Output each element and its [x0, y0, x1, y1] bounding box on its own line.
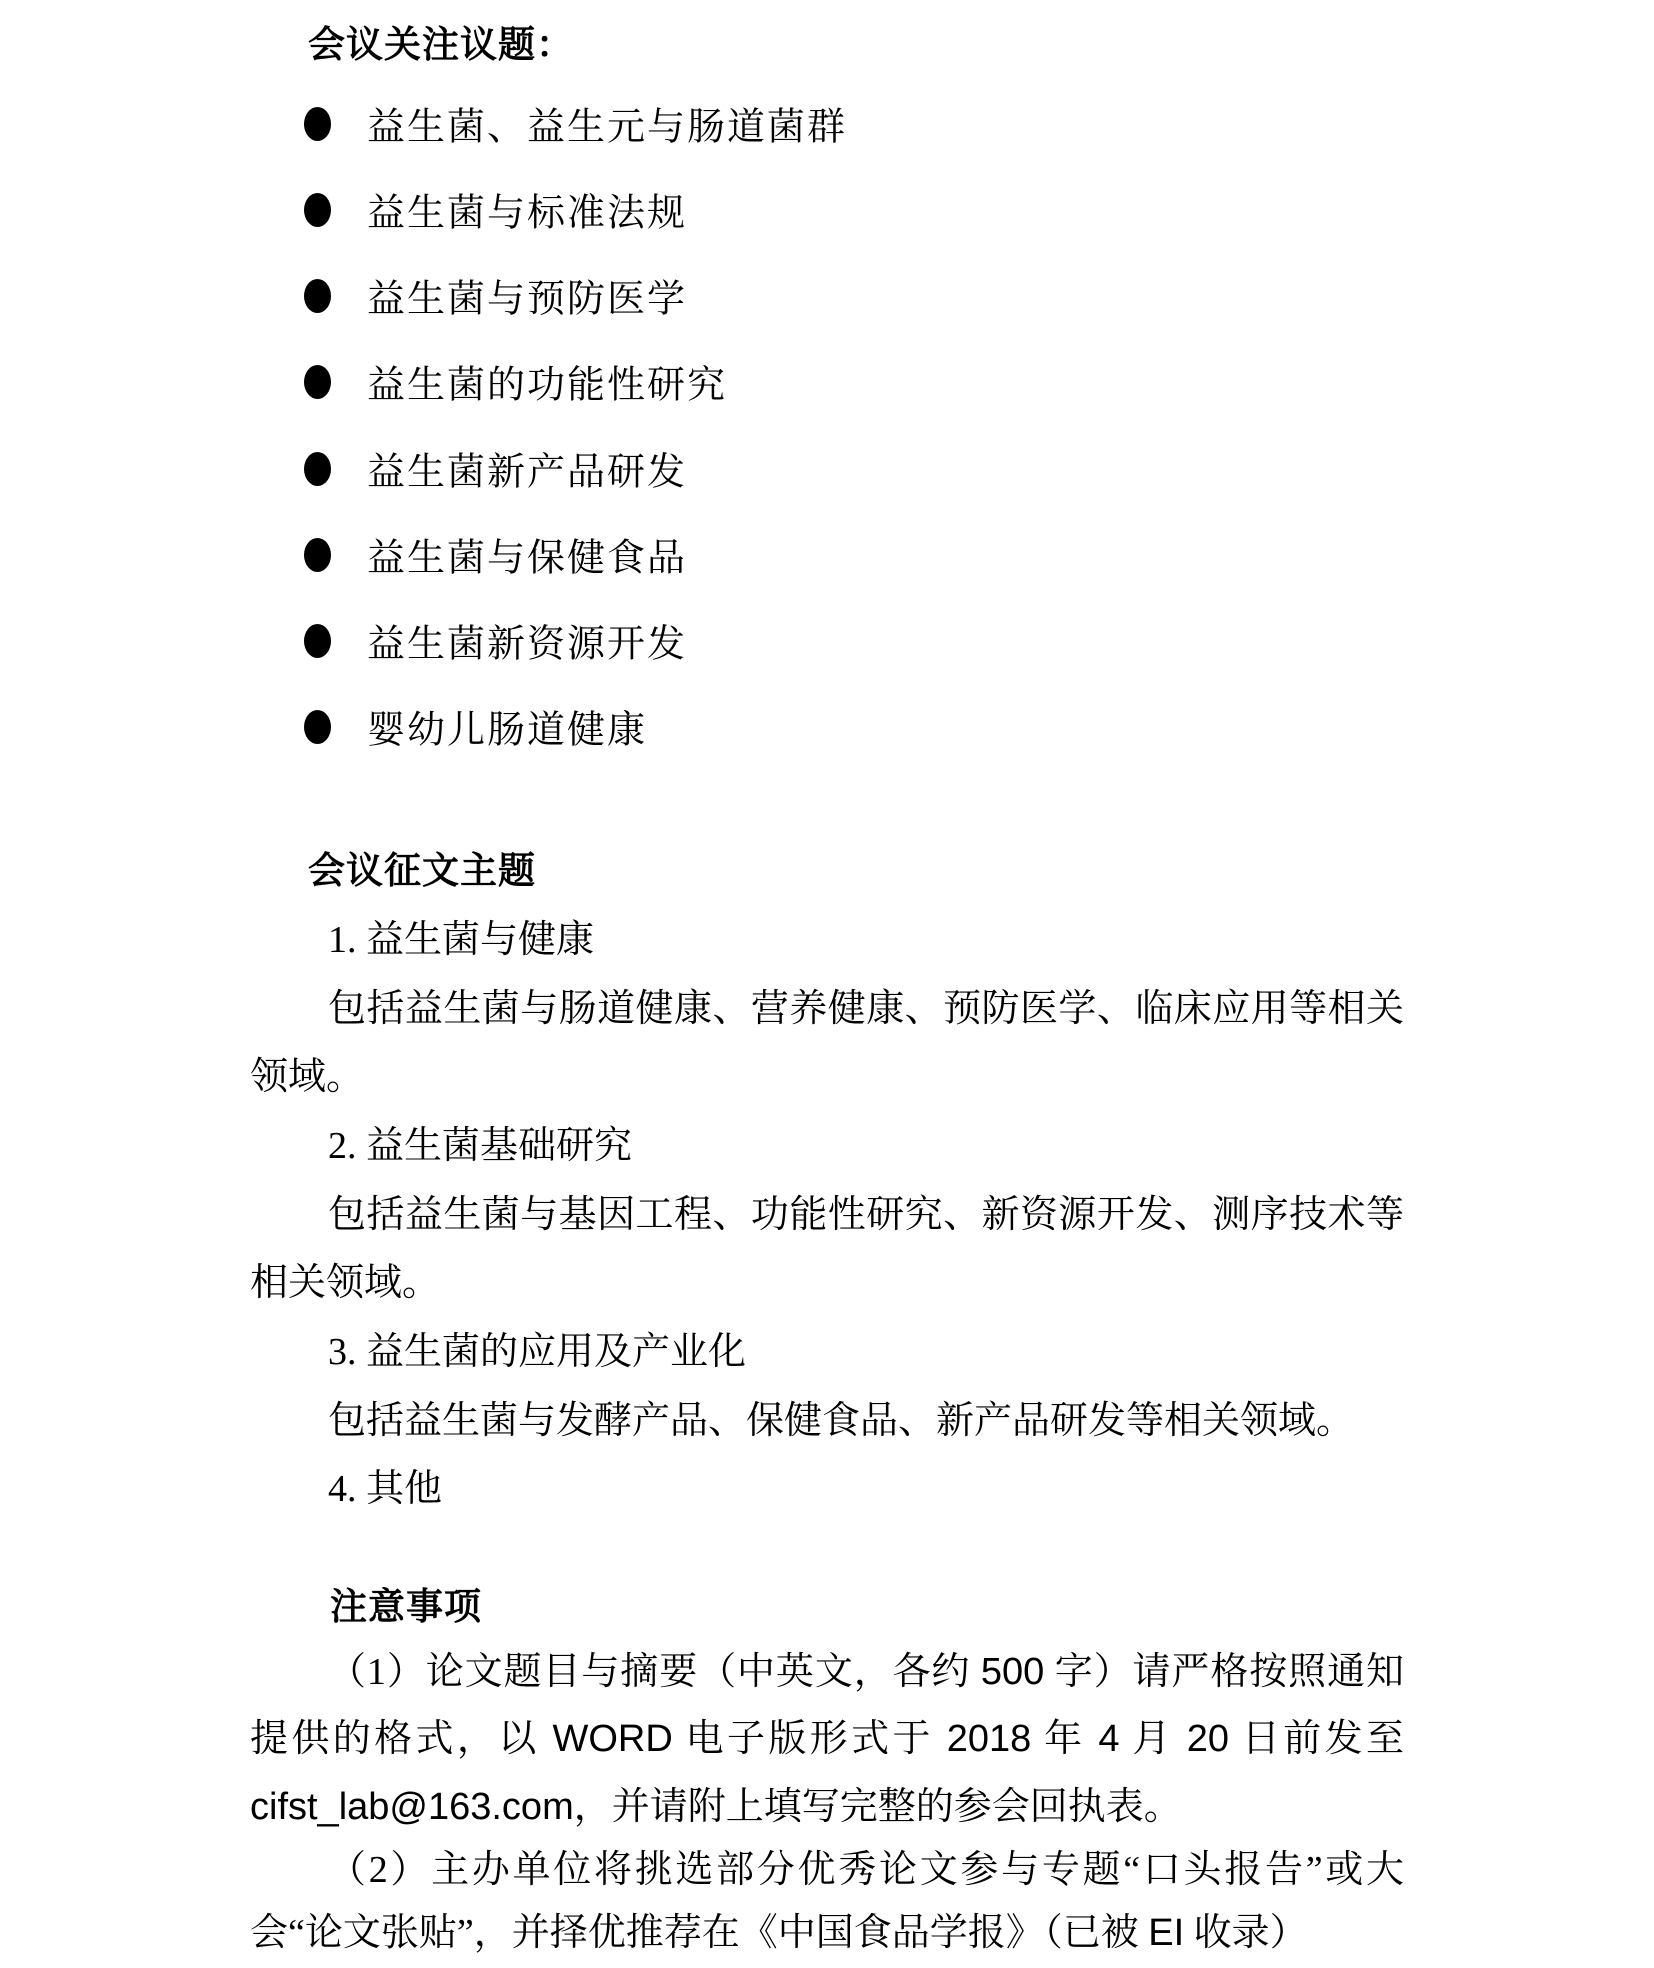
essay-topic-2-desc: 包括益生菌与基因工程、功能性研究、新资源开发、测序技术等 — [328, 1194, 1404, 1236]
topic-bullet-item — [304, 189, 687, 237]
bullet-icon — [304, 452, 331, 486]
essay-topic-1-desc: 包括益生菌与肠道健康、营养健康、预防医学、临床应用等相关 — [328, 988, 1404, 1030]
topic-bullet-item — [304, 620, 687, 668]
essay-topic-2-desc-cont: 相关领域。 — [250, 1262, 441, 1304]
topic-bullet-item — [304, 706, 647, 754]
essay-topic-3-title: 3. 益生菌的应用及产业化 — [328, 1331, 747, 1373]
bullet-icon — [304, 107, 331, 141]
topic-bullet-label: 益生菌新资源开发 — [367, 623, 688, 666]
topic-bullet-item — [304, 361, 727, 409]
topic-bullet-label: 益生菌与标准法规 — [367, 192, 688, 235]
essay-topic-1-title: 1. 益生菌与健康 — [328, 919, 595, 961]
topic-bullet-item — [304, 448, 687, 496]
section-heading-essay: 会议征文主题 — [308, 849, 536, 892]
notes-item-2-line-2: 会“论文张贴”，并择优推荐在《中国食品学报》（已被 EI 收录） — [250, 1912, 1308, 1954]
notes-item-2-line-1: （2）主办单位将挑选部分优秀论文参与专题“口头报告”或大 — [328, 1849, 1404, 1891]
essay-topic-3-desc: 包括益生菌与发酵产品、保健食品、新产品研发等相关领域。 — [328, 1400, 1355, 1442]
topic-bullet-item — [304, 534, 687, 582]
topic-bullet-item — [304, 275, 687, 323]
topic-bullet-label: 益生菌与预防医学 — [367, 278, 688, 321]
topic-bullet-label: 益生菌与保健食品 — [367, 537, 688, 580]
topic-bullet-label: 益生菌的功能性研究 — [367, 364, 728, 407]
topic-bullet-label: 婴幼儿肠道健康 — [367, 709, 648, 752]
bullet-icon — [304, 193, 331, 227]
notes-item-1-line-3: cifst_lab@163.com，并请附上填写完整的参会回执表。 — [250, 1786, 1182, 1828]
topic-bullet-item — [304, 103, 847, 151]
essay-topic-4-title: 4. 其他 — [328, 1468, 443, 1510]
notes-item-1-line-2: 提供的格式，以 WORD 电子版形式于 2018 年 4 月 20 日前发至 — [250, 1718, 1404, 1760]
topic-bullet-label: 益生菌、益生元与肠道菌群 — [367, 106, 848, 149]
essay-topic-2-title: 2. 益生菌基础研究 — [328, 1125, 633, 1167]
section-heading-topics: 会议关注议题： — [308, 23, 574, 66]
bullet-icon — [304, 710, 331, 744]
topic-bullet-label: 益生菌新产品研发 — [367, 451, 688, 494]
section-heading-notes: 注意事项 — [330, 1585, 482, 1628]
essay-topic-1-desc-cont: 领域。 — [250, 1056, 365, 1098]
bullet-icon — [304, 624, 331, 658]
bullet-icon — [304, 365, 331, 399]
notes-item-1-line-1: （1）论文题目与摘要（中英文，各约 500 字）请严格按照通知 — [328, 1651, 1404, 1693]
bullet-icon — [304, 279, 331, 313]
bullet-icon — [304, 538, 331, 572]
